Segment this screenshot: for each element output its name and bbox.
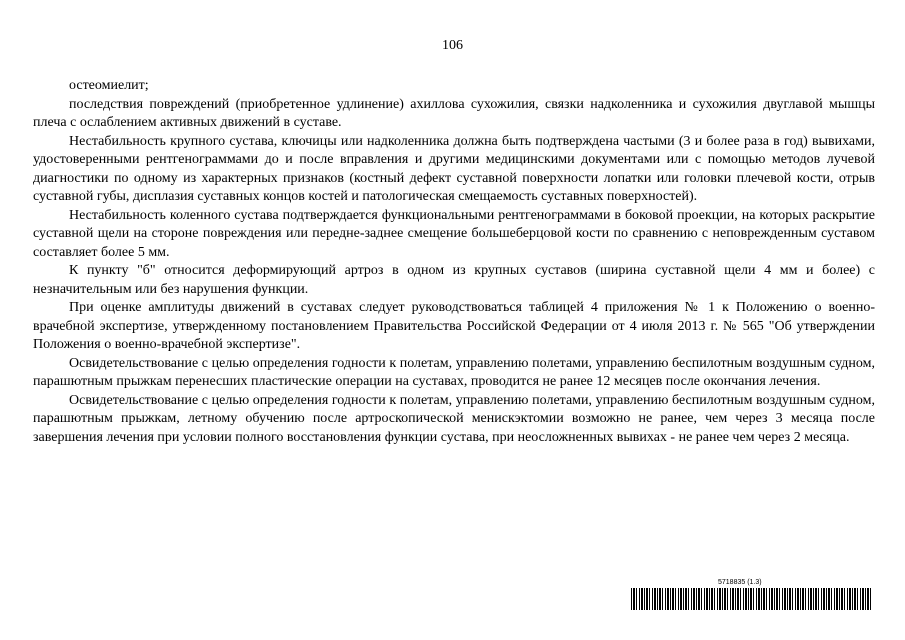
page-number: 106: [442, 38, 463, 53]
paragraph: При оценке амплитуды движений в суставах следует руководствоваться таблицей 4 приложения № 1 к Положению о военно-врачебной экспертизе, утвержденному постановлением Правительства Российской Федерации от 4 июля 2013 г. № 565 "Об утверждении Положения о военно-врачебной экспертизе".: [33, 300, 875, 352]
paragraph: Нестабильность коленного сустава подтверждается функциональными рентгенограммами в боковой проекции, на которых раскрытие суставной щели на стороне повреждения или передне-заднее смещение большеберцовой кости по сравнению с неповрежденным суставом составляет более 5 мм.: [33, 207, 875, 260]
paragraph: Нестабильность крупного сустава, ключицы или надколенника должна быть подтверждена частыми (3 и более раза в год) вывихами, удостоверенными рентгенограммами до и после вправления и другими медицинскими документами или с помощью методов лучевой диагностики по одному из характерных признаков (костный дефект суставной поверхности лопатки или головки плечевой кости, отрыв суставной губы, дисплазия суставных концов костей и патологическая смещаемость суставных поверхностей).: [33, 133, 875, 204]
paragraph: Освидетельствование с целью определения годности к полетам, управлению полетами, управлению беспилотным воздушным судном, парашютным прыжкам, летному обучению после артроскопической менискэктомии возможно не ранее, чем через 3 месяца после завершения лечения при условии полного восстановления функции сустава, при неосложненных вывихах - не ранее чем через 2 месяца.: [33, 392, 875, 445]
paragraph: последствия повреждений (приобретенное удлинение) ахиллова сухожилия, связки надколенника и сухожилия двуглавой мышцы плеча с ослаблением активных движений в суставе.: [33, 96, 875, 130]
barcode: [631, 588, 871, 610]
barcode-label: 5718835 (1.3): [718, 579, 762, 586]
paragraph: Освидетельствование с целью определения годности к полетам, управлению полетами, управлению беспилотным воздушным судном, парашютным прыжкам перенесших пластические операции на суставах, проводится не ранее 12 месяцев после окончания лечения.: [33, 355, 875, 389]
paragraph: К пункту "б" относится деформирующий артроз в одном из крупных суставов (ширина суставной щели 4 мм и более) с незначительным или без нарушения функции.: [33, 263, 875, 297]
document-body: [33, 77, 875, 447]
paragraph: остеомиелит;: [69, 78, 149, 93]
